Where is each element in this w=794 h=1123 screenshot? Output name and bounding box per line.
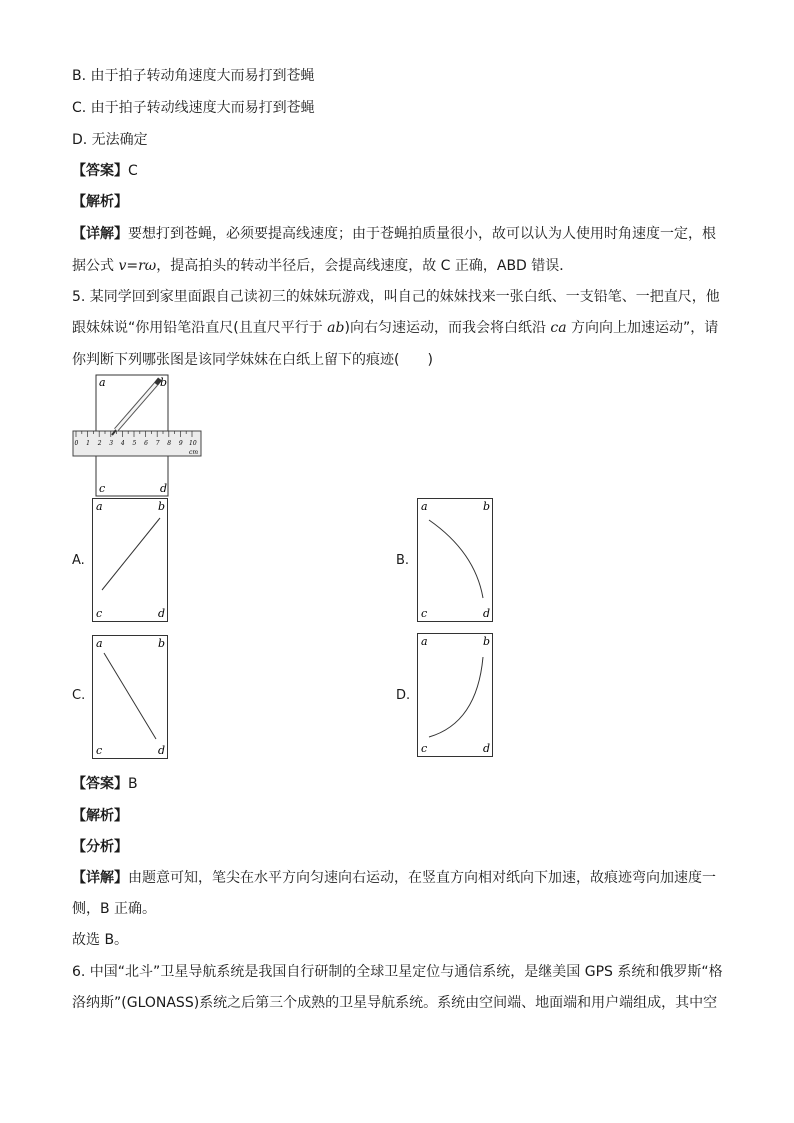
option-d-figure <box>417 633 493 757</box>
q4-analysis-label <box>72 192 128 212</box>
stem-text-c: 方向向上加速运动”，请 <box>566 320 719 336</box>
detail-text: 要想打到苍蝇，必须要提高线速度；由于苍蝇拍质量很小，故可以认为人使用时角速度一定，根 <box>128 226 716 242</box>
option-d-label: D. <box>396 688 411 703</box>
segment-ca: ca <box>550 320 567 336</box>
corner-d: d <box>158 607 166 620</box>
q5-stem-line-3: 你判断下列哪张图是该同学妹妹在白纸上留下的痕迹( ) <box>72 352 433 368</box>
corner-a: a <box>99 376 106 389</box>
ruler-tick-label: 8 <box>167 440 172 447</box>
option-b-label: B. <box>396 553 410 568</box>
stem-text-a: 跟妹妹说“你用铅笔沿直尺(且直尺平行于 <box>72 320 328 336</box>
detail-text-a: 据公式 <box>72 258 119 274</box>
trace-line <box>104 653 156 739</box>
ruler-tick-label: 9 <box>178 440 183 447</box>
segment-ab: ab <box>327 320 345 336</box>
corner-b: b <box>483 635 491 648</box>
formula: v=rω <box>118 258 157 274</box>
corner-b: b <box>160 376 168 389</box>
corner-c: c <box>421 607 428 620</box>
corner-a: a <box>96 637 103 650</box>
answer-label: 【答案】 <box>72 163 128 179</box>
corner-d: d <box>483 607 491 620</box>
corner-b: b <box>158 637 166 650</box>
trace-curve <box>429 657 483 737</box>
ruler-tick-label: 4 <box>120 440 125 447</box>
detail-text-b: ，提高拍头的转动半径后，会提高线速度，故 C 正确，ABD 错误． <box>156 258 574 274</box>
answer-value: B <box>128 776 138 792</box>
analysis-label: 【解析】 <box>72 194 128 210</box>
corner-c: c <box>99 482 106 495</box>
option-c-label: C. <box>72 688 86 703</box>
q4-detail-line-2 <box>72 256 573 276</box>
corner-d: d <box>160 482 168 495</box>
corner-a: a <box>96 500 103 513</box>
ruler-tick-label: 10 <box>189 440 197 447</box>
ruler-tick-label: 7 <box>155 440 160 447</box>
q5-detail-line-1 <box>72 868 716 888</box>
q5-analysis-label <box>72 806 128 826</box>
option-a-label: A. <box>72 553 85 568</box>
trace-curve <box>429 520 483 598</box>
answer-label: 【答案】 <box>72 776 128 792</box>
corner-a: a <box>421 500 428 513</box>
corner-c: c <box>96 607 103 620</box>
q6-stem-line-2: 洛纳斯”(GLONASS)系统之后第三个成熟的卫星导航系统。系统由空间端、地面端和用户端组成，其中空 <box>72 995 718 1011</box>
corner-b: b <box>158 500 166 513</box>
option-d: D. 无法确定 <box>72 132 148 148</box>
ruler-tick-label: 6 <box>144 440 148 447</box>
ruler-tick-label: 3 <box>109 440 114 447</box>
ruler-tick-label: 1 <box>86 440 90 447</box>
ruler-tick-label: 5 <box>132 440 137 447</box>
detail-label: 【详解】 <box>72 870 128 886</box>
option-a-figure <box>92 498 168 622</box>
trace-line <box>102 518 160 590</box>
corner-c: c <box>421 742 428 755</box>
q4-detail-line-1 <box>72 224 716 244</box>
q4-answer <box>72 161 138 181</box>
q6-stem-line-1: 6. 中国“北斗”卫星导航系统是我国自行研制的全球卫星定位与通信系统，是继美国 GPS 系统和俄罗斯“格 <box>72 964 723 980</box>
fenxi-label: 【分析】 <box>72 839 128 855</box>
option-b-figure <box>417 498 493 622</box>
corner-d: d <box>158 744 166 757</box>
setup-figure <box>72 374 202 498</box>
q5-conclusion: 故选 B。 <box>72 932 129 948</box>
answer-value: C <box>128 163 138 179</box>
option-b: B. 由于拍子转动角速度大而易打到苍蝇 <box>72 68 315 84</box>
q5-stem-line-1: 5. 某同学回到家里面跟自己读初三的妹妹玩游戏，叫自己的妹妹找来一张白纸、一支铅笔、一把直尺，他 <box>72 289 720 305</box>
corner-c: c <box>96 744 103 757</box>
pencil-icon <box>112 379 160 435</box>
corner-b: b <box>483 500 491 513</box>
q5-detail-line-2: 侧，B 正确。 <box>72 901 157 917</box>
ruler-tick-label: 0 <box>74 440 79 447</box>
analysis-label: 【解析】 <box>72 808 128 824</box>
detail-label: 【详解】 <box>72 226 128 242</box>
q5-fenxi-label <box>72 837 128 857</box>
corner-a: a <box>421 635 428 648</box>
detail-text: 由题意可知，笔尖在水平方向匀速向右运动，在竖直方向相对纸向下加速，故痕迹弯向加速度一 <box>128 870 716 886</box>
q5-stem-line-2 <box>72 318 718 338</box>
ruler-unit: cm <box>189 449 199 456</box>
option-c-figure <box>92 635 168 759</box>
ruler-tick-label: 2 <box>97 440 102 447</box>
q5-answer <box>72 774 138 794</box>
stem-text-b: )向右匀速运动，而我会将白纸沿 <box>344 320 551 336</box>
option-c: C. 由于拍子转动线速度大而易打到苍蝇 <box>72 100 315 116</box>
corner-d: d <box>483 742 491 755</box>
